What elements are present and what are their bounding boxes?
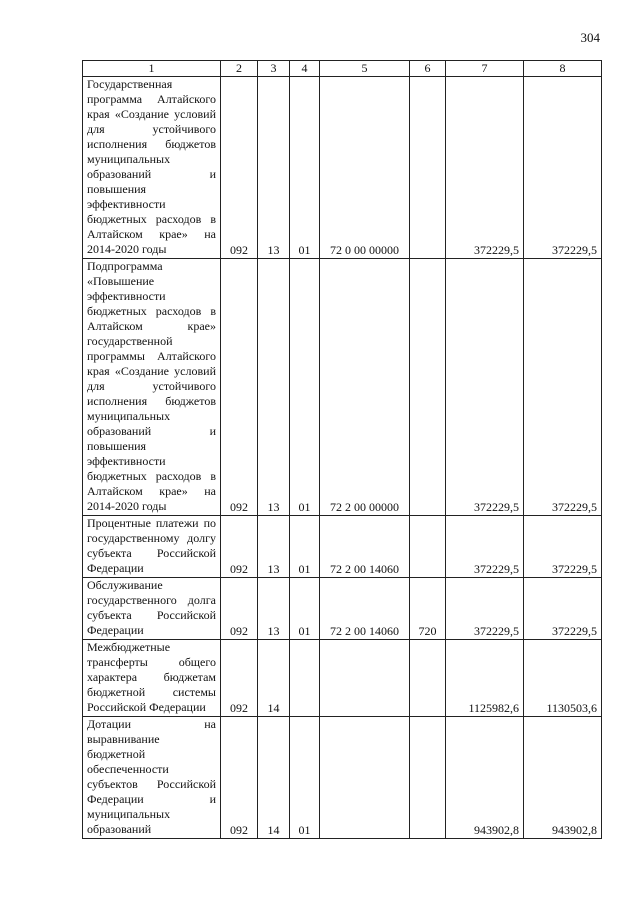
section-code: 14	[258, 640, 290, 717]
ministry-code: 092	[221, 259, 258, 516]
section-code: 13	[258, 259, 290, 516]
amount-col7: 1125982,6	[446, 640, 524, 717]
amount-col8: 372229,5	[524, 578, 602, 640]
row-name: Дотации на выравнивание бюджетной обеспеченности субъектов Российской Федерации и муниципальных образований	[83, 717, 221, 839]
target-code: 72 2 00 00000	[320, 259, 410, 516]
ministry-code: 092	[221, 640, 258, 717]
amount-col8: 372229,5	[524, 77, 602, 259]
row-name: Процентные платежи по государственному долгу субъекта Российской Федерации	[83, 516, 221, 578]
subsection-code: 01	[290, 259, 320, 516]
row-name: Государственная программа Алтайского края «Создание условий для устойчивого исполнения бюджетов муниципальных образований и повышения эффективности бюджетных расходов в Алтайском крае» на 2014-2020 годы	[83, 77, 221, 259]
target-code: 72 2 00 14060	[320, 578, 410, 640]
row-name: Межбюджетные трансферты общего характера бюджетам бюджетной системы Российской Федерации	[83, 640, 221, 717]
table-row	[83, 578, 602, 640]
amount-col8: 372229,5	[524, 259, 602, 516]
amount-col7: 372229,5	[446, 578, 524, 640]
subsection-code: 01	[290, 77, 320, 259]
subsection-code: 01	[290, 516, 320, 578]
expense-type-code	[410, 640, 446, 717]
column-header: 2	[221, 61, 258, 77]
column-header: 7	[446, 61, 524, 77]
table-row	[83, 77, 602, 259]
subsection-code: 01	[290, 578, 320, 640]
amount-col8: 372229,5	[524, 516, 602, 578]
ministry-code: 092	[221, 717, 258, 839]
amount-col7: 372229,5	[446, 516, 524, 578]
amount-col8: 1130503,6	[524, 640, 602, 717]
table-row	[83, 259, 602, 516]
target-code	[320, 640, 410, 717]
target-code	[320, 717, 410, 839]
budget-table	[82, 60, 602, 839]
target-code: 72 0 00 00000	[320, 77, 410, 259]
column-header: 5	[320, 61, 410, 77]
column-header: 6	[410, 61, 446, 77]
section-code: 13	[258, 516, 290, 578]
subsection-code: 01	[290, 717, 320, 839]
amount-col7: 372229,5	[446, 77, 524, 259]
table-row	[83, 717, 602, 839]
column-header: 4	[290, 61, 320, 77]
subsection-code	[290, 640, 320, 717]
section-code: 13	[258, 77, 290, 259]
expense-type-code	[410, 717, 446, 839]
amount-col7: 372229,5	[446, 259, 524, 516]
expense-type-code	[410, 259, 446, 516]
table-header-row	[83, 61, 602, 77]
section-code: 14	[258, 717, 290, 839]
column-header: 3	[258, 61, 290, 77]
expense-type-code	[410, 516, 446, 578]
column-header: 8	[524, 61, 602, 77]
table-row	[83, 640, 602, 717]
amount-col7: 943902,8	[446, 717, 524, 839]
row-name: Обслуживание государственного долга субъекта Российской Федерации	[83, 578, 221, 640]
target-code: 72 2 00 14060	[320, 516, 410, 578]
column-header: 1	[83, 61, 221, 77]
expense-type-code: 720	[410, 578, 446, 640]
row-name: Подпрограмма «Повышение эффективности бюджетных расходов в Алтайском крае» государственной программы Алтайского края «Создание условий для устойчивого исполнения бюджетов муниципальных образований и повышения эффективности бюджетных расходов в Алтайском крае» на 2014-2020 годы	[83, 259, 221, 516]
section-code: 13	[258, 578, 290, 640]
ministry-code: 092	[221, 516, 258, 578]
ministry-code: 092	[221, 77, 258, 259]
amount-col8: 943902,8	[524, 717, 602, 839]
ministry-code: 092	[221, 578, 258, 640]
page-number: 304	[580, 30, 600, 45]
table-row	[83, 516, 602, 578]
expense-type-code	[410, 77, 446, 259]
